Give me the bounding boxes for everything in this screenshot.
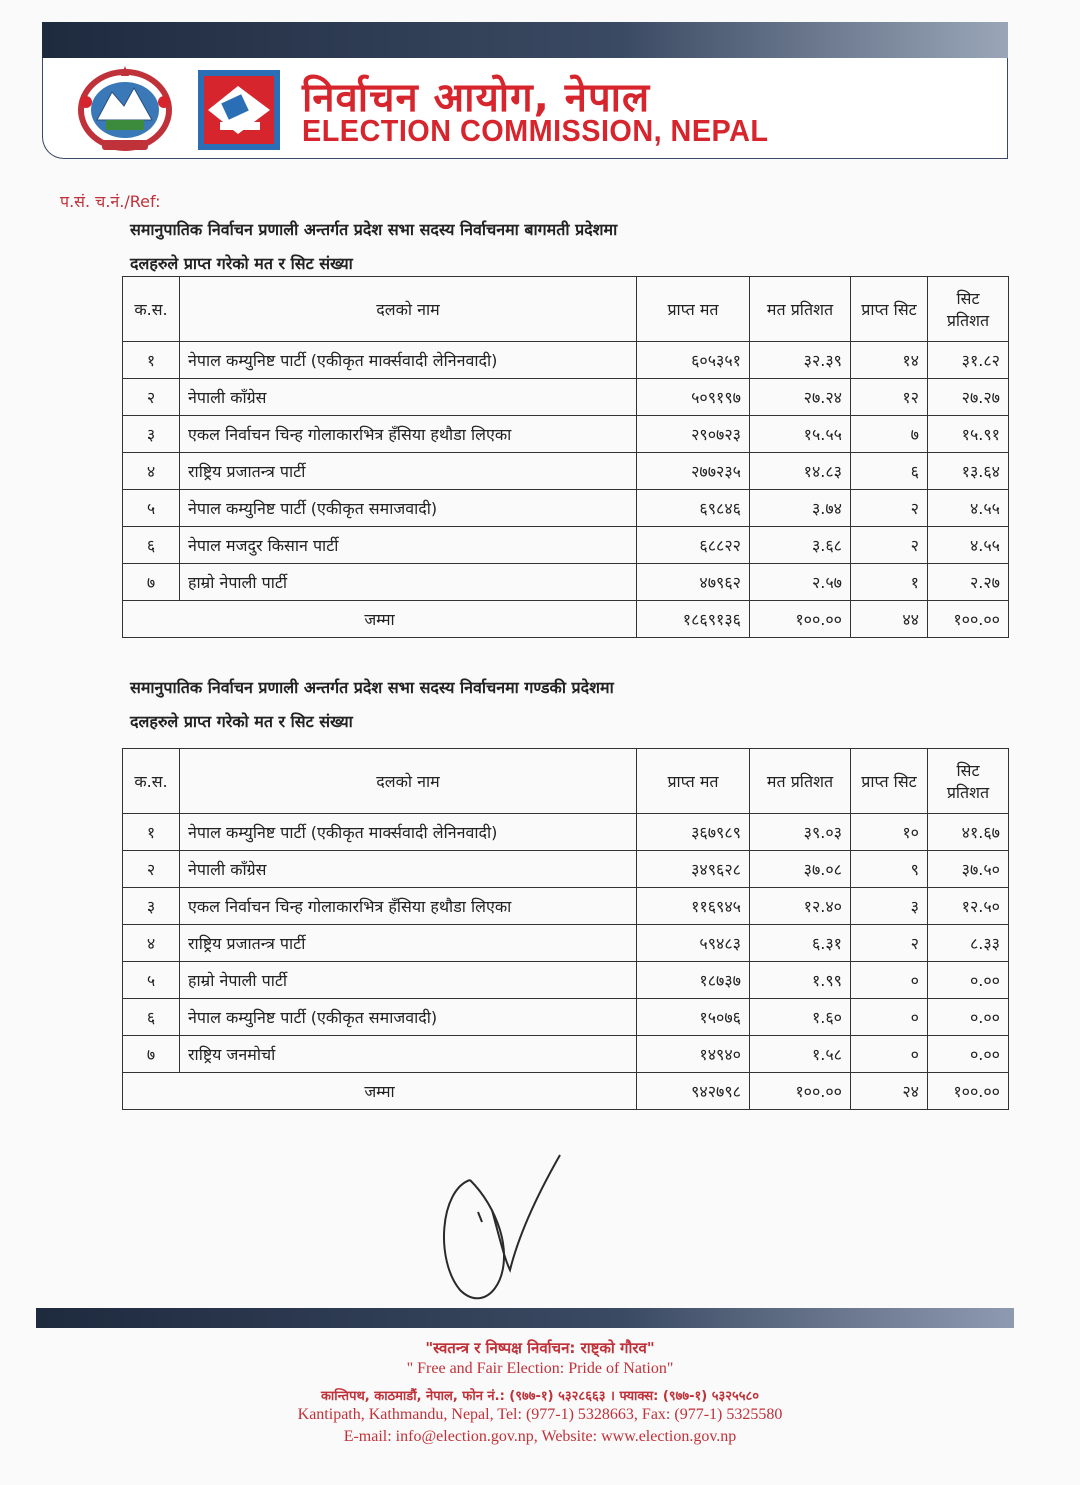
cell-votes: ३४९६२८ — [637, 851, 750, 888]
cell-seat-pct: २.२७ — [928, 564, 1009, 601]
col-header-seats: प्राप्त सिट — [851, 749, 928, 814]
nepal-emblem-icon — [72, 62, 178, 154]
cell-seat-pct: २७.२७ — [928, 379, 1009, 416]
seat-pct-line2: प्रतिशत — [946, 783, 990, 802]
table1-caption-line2: दलहरुले प्राप्त गरेको मत र सिट संख्या — [130, 254, 353, 273]
cell-party: हाम्रो नेपाली पार्टी — [180, 962, 637, 999]
total-votes: ९४२७९८ — [637, 1073, 750, 1110]
cell-sn: १ — [123, 342, 180, 379]
cell-seat-pct: १३.६४ — [928, 453, 1009, 490]
cell-seats: २ — [851, 925, 928, 962]
table-header-row — [123, 749, 1009, 814]
col-header-sn: क.स. — [123, 749, 180, 814]
cell-votes: ५०९१९७ — [637, 379, 750, 416]
cell-seats: ७ — [851, 416, 928, 453]
total-seat-pct: १००.०० — [928, 1073, 1009, 1110]
cell-seat-pct: ४.५५ — [928, 490, 1009, 527]
cell-vote-pct: ३.६८ — [750, 527, 851, 564]
total-label: जम्मा — [123, 601, 637, 638]
table-row — [123, 342, 1009, 379]
cell-votes: ६०५३५१ — [637, 342, 750, 379]
cell-vote-pct: १४.८३ — [750, 453, 851, 490]
cell-party: एकल निर्वाचन चिन्ह गोलाकारभित्र हँसिया हथौडा लिएका — [180, 416, 637, 453]
cell-votes: ६९८४६ — [637, 490, 750, 527]
table-row — [123, 453, 1009, 490]
cell-party: हाम्रो नेपाली पार्टी — [180, 564, 637, 601]
col-header-seat-pct — [928, 277, 1009, 342]
signature-icon — [430, 1150, 580, 1310]
table-total-row — [123, 601, 1009, 638]
cell-seats: १२ — [851, 379, 928, 416]
cell-votes: ५९४८३ — [637, 925, 750, 962]
cell-sn: ५ — [123, 962, 180, 999]
slogan-english: " Free and Fair Election: Pride of Nation" — [406, 1360, 674, 1377]
title-nepali: निर्वाचन आयोग, नेपाल — [302, 75, 651, 121]
seat-pct-line1: सिट — [956, 289, 980, 308]
table-row — [123, 490, 1009, 527]
cell-seats: ० — [851, 1036, 928, 1073]
cell-votes: १४९४० — [637, 1036, 750, 1073]
table-row — [123, 999, 1009, 1036]
election-commission-logo-icon — [198, 70, 280, 150]
cell-votes: १५०७६ — [637, 999, 750, 1036]
cell-sn: ७ — [123, 1036, 180, 1073]
cell-vote-pct: १५.५५ — [750, 416, 851, 453]
cell-votes: १८७३७ — [637, 962, 750, 999]
cell-vote-pct: ६.३१ — [750, 925, 851, 962]
cell-vote-pct: २.५७ — [750, 564, 851, 601]
cell-seat-pct: ३१.८२ — [928, 342, 1009, 379]
table-header-row — [123, 277, 1009, 342]
cell-votes: ४७९६२ — [637, 564, 750, 601]
table2-caption-line1: समानुपातिक निर्वाचन प्रणाली अन्तर्गत प्रदेश सभा सदस्य निर्वाचनमा गण्डकी प्रदेशमा — [130, 678, 614, 697]
cell-party: नेपाल मजदुर किसान पार्टी — [180, 527, 637, 564]
cell-sn: ३ — [123, 416, 180, 453]
seat-pct-line1: सिट — [956, 761, 980, 780]
col-header-votes: प्राप्त मत — [637, 277, 750, 342]
cell-seat-pct: ४.५५ — [928, 527, 1009, 564]
cell-sn: १ — [123, 814, 180, 851]
table-row — [123, 962, 1009, 999]
cell-sn: २ — [123, 379, 180, 416]
col-header-party: दलको नाम — [180, 749, 637, 814]
col-header-party: दलको नाम — [180, 277, 637, 342]
cell-vote-pct: १२.४० — [750, 888, 851, 925]
cell-votes: ३६७९८९ — [637, 814, 750, 851]
col-header-sn: क.स. — [123, 277, 180, 342]
table-row — [123, 416, 1009, 453]
cell-vote-pct: ३.७४ — [750, 490, 851, 527]
header-top-bar — [42, 22, 1008, 60]
cell-sn: ७ — [123, 564, 180, 601]
cell-seat-pct: ०.०० — [928, 1036, 1009, 1073]
cell-seat-pct: ३७.५० — [928, 851, 1009, 888]
cell-party: नेपाली काँग्रेस — [180, 851, 637, 888]
cell-sn: ६ — [123, 527, 180, 564]
cell-vote-pct: २७.२४ — [750, 379, 851, 416]
total-seat-pct: १००.०० — [928, 601, 1009, 638]
cell-vote-pct: ३९.०३ — [750, 814, 851, 851]
cell-seats: १४ — [851, 342, 928, 379]
address-english: Kantipath, Kathmandu, Nepal, Tel: (977-1) 5328663, Fax: (977-1) 5325580 — [297, 1406, 783, 1423]
total-vote-pct: १००.०० — [750, 1073, 851, 1110]
col-header-votes: प्राप्त मत — [637, 749, 750, 814]
total-label: जम्मा — [123, 1073, 637, 1110]
col-header-vote-pct: मत प्रतिशत — [750, 277, 851, 342]
cell-seats: २ — [851, 527, 928, 564]
col-header-seat-pct — [928, 749, 1009, 814]
cell-sn: २ — [123, 851, 180, 888]
cell-vote-pct: ३७.०८ — [750, 851, 851, 888]
table-row — [123, 888, 1009, 925]
cell-votes: २७७२३५ — [637, 453, 750, 490]
cell-seats: १० — [851, 814, 928, 851]
cell-votes: ११६९४५ — [637, 888, 750, 925]
cell-party: नेपाल कम्युनिष्ट पार्टी (एकीकृत मार्क्सवादी लेनिनवादी) — [180, 814, 637, 851]
table-total-row — [123, 1073, 1009, 1110]
footer-bar — [36, 1308, 1014, 1328]
ref-label: प.सं. च.नं./Ref: — [60, 192, 161, 211]
contact-email-website: E-mail: info@election.gov.np, Website: www.election.gov.np — [343, 1428, 737, 1445]
table-row — [123, 925, 1009, 962]
table-row — [123, 527, 1009, 564]
cell-seat-pct: १२.५० — [928, 888, 1009, 925]
cell-party: राष्ट्रिय प्रजातन्त्र पार्टी — [180, 453, 637, 490]
seat-pct-line2: प्रतिशत — [946, 311, 990, 330]
table-row — [123, 379, 1009, 416]
cell-party: नेपाल कम्युनिष्ट पार्टी (एकीकृत समाजवादी) — [180, 490, 637, 527]
table1-caption-line1: समानुपातिक निर्वाचन प्रणाली अन्तर्गत प्रदेश सभा सदस्य निर्वाचनमा बागमती प्रदेशमा — [130, 220, 618, 239]
gandaki-results-table — [122, 748, 1009, 1110]
cell-vote-pct: १.५८ — [750, 1036, 851, 1073]
slogan-nepali: "स्वतन्त्र र निष्पक्ष निर्वाचन: राष्ट्को गौरव" — [425, 1339, 655, 1357]
table-row — [123, 851, 1009, 888]
cell-party: राष्ट्रिय जनमोर्चा — [180, 1036, 637, 1073]
cell-seat-pct: ०.०० — [928, 962, 1009, 999]
cell-sn: ४ — [123, 925, 180, 962]
cell-party: नेपाली काँग्रेस — [180, 379, 637, 416]
total-votes: १८६९१३६ — [637, 601, 750, 638]
cell-seats: १ — [851, 564, 928, 601]
cell-sn: ६ — [123, 999, 180, 1036]
cell-party: नेपाल कम्युनिष्ट पार्टी (एकीकृत समाजवादी) — [180, 999, 637, 1036]
cell-seats: ० — [851, 962, 928, 999]
cell-seats: ९ — [851, 851, 928, 888]
cell-votes: २९०७२३ — [637, 416, 750, 453]
table-row — [123, 1036, 1009, 1073]
table-row — [123, 564, 1009, 601]
cell-party: नेपाल कम्युनिष्ट पार्टी (एकीकृत मार्क्सवादी लेनिनवादी) — [180, 342, 637, 379]
cell-seat-pct: ८.३३ — [928, 925, 1009, 962]
cell-seats: ६ — [851, 453, 928, 490]
col-header-seats: प्राप्त सिट — [851, 277, 928, 342]
cell-sn: ३ — [123, 888, 180, 925]
cell-seats: ३ — [851, 888, 928, 925]
total-seats: २४ — [851, 1073, 928, 1110]
total-seats: ४४ — [851, 601, 928, 638]
cell-seat-pct: ०.०० — [928, 999, 1009, 1036]
cell-seat-pct: ४१.६७ — [928, 814, 1009, 851]
bagmati-results-table — [122, 276, 1009, 638]
col-header-vote-pct: मत प्रतिशत — [750, 749, 851, 814]
cell-vote-pct: १.६० — [750, 999, 851, 1036]
cell-party: एकल निर्वाचन चिन्ह गोलाकारभित्र हँसिया हथौडा लिएका — [180, 888, 637, 925]
title-english: ELECTION COMMISSION, NEPAL — [302, 113, 769, 148]
table-row — [123, 814, 1009, 851]
cell-seat-pct: १५.९१ — [928, 416, 1009, 453]
cell-seats: २ — [851, 490, 928, 527]
cell-votes: ६८८२२ — [637, 527, 750, 564]
cell-sn: ४ — [123, 453, 180, 490]
total-vote-pct: १००.०० — [750, 601, 851, 638]
cell-party: राष्ट्रिय प्रजातन्त्र पार्टी — [180, 925, 637, 962]
cell-sn: ५ — [123, 490, 180, 527]
cell-vote-pct: १.९९ — [750, 962, 851, 999]
table2-caption-line2: दलहरुले प्राप्त गरेको मत र सिट संख्या — [130, 712, 353, 731]
address-nepali: कान्तिपथ, काठमाडौं, नेपाल, फोन नं.: (९७७-१) ५३२८६६३ । फ्याक्स: (९७७-१) ५३२५५८० — [320, 1389, 760, 1404]
cell-seats: ० — [851, 999, 928, 1036]
cell-vote-pct: ३२.३९ — [750, 342, 851, 379]
